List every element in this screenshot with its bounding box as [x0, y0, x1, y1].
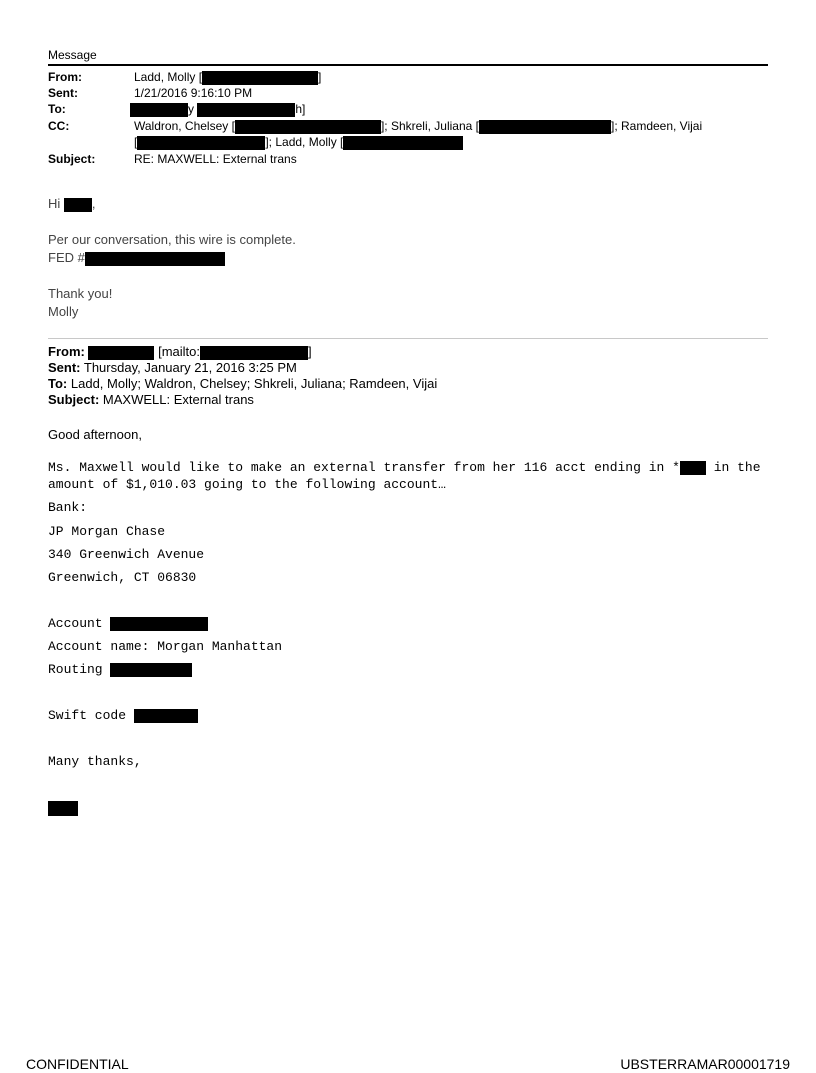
reply-thanks: Thank you!	[48, 286, 113, 301]
redaction-block	[680, 461, 706, 475]
reply-fed-line: FED #	[48, 250, 225, 266]
routing-line: Routing	[48, 662, 192, 677]
orig-to-line: To: Ladd, Molly; Waldron, Chelsey; Shkreli, Juliana; Ramdeen, Vijai	[48, 376, 438, 391]
sent-label: Sent:	[48, 86, 78, 100]
signature-redaction	[48, 801, 78, 816]
header-rule	[48, 64, 768, 66]
cc-label: CC:	[48, 119, 70, 133]
from-label: From:	[48, 70, 82, 84]
redaction-block	[197, 103, 295, 117]
quote-separator	[48, 338, 768, 339]
sent-value: 1/21/2016 9:16:10 PM	[134, 86, 253, 100]
to-value: y h]	[130, 102, 305, 117]
redaction-block	[200, 346, 308, 360]
bank-label: Bank:	[48, 500, 88, 515]
cc-value-line2: [ ]; Ladd, Molly [	[134, 135, 463, 150]
footer-bates-number: UBSTERRAMAR00001719	[620, 1056, 790, 1072]
redaction-block	[88, 346, 154, 360]
orig-from-line: From: [mailto: ]	[48, 344, 312, 359]
redaction-block	[110, 617, 208, 631]
bank-address-line1: 340 Greenwich Avenue	[48, 547, 205, 562]
subject-label: Subject:	[48, 152, 96, 166]
redaction-block	[137, 136, 265, 150]
redaction-block	[85, 252, 225, 266]
reply-signoff: Molly	[48, 304, 79, 319]
redaction-block	[479, 120, 611, 134]
account-name: Account name: Morgan Manhattan	[48, 639, 283, 654]
redaction-block	[343, 136, 463, 150]
redaction-block	[130, 103, 188, 117]
reply-greeting: Hi ,	[48, 196, 96, 211]
closing: Many thanks,	[48, 754, 142, 769]
from-value: Ladd, Molly [ ]	[134, 70, 322, 84]
message-label: Message	[48, 48, 97, 62]
redaction-block	[110, 663, 192, 677]
orig-greeting: Good afternoon,	[48, 427, 142, 442]
reply-line1: Per our conversation, this wire is complete.	[48, 232, 296, 247]
bank-name: JP Morgan Chase	[48, 524, 166, 539]
cc-value-line1: Waldron, Chelsey [ ]; Shkreli, Juliana [ ]; Ramdeen, Vijai	[134, 119, 703, 133]
subject-value: RE: MAXWELL: External trans	[134, 152, 297, 166]
redaction-block	[202, 71, 318, 85]
orig-request-line1: Ms. Maxwell would like to make an external transfer from her 116 acct ending in * in the	[48, 460, 761, 475]
to-label: To:	[48, 102, 66, 116]
orig-request-line2: amount of $1,010.03 going to the following account…	[48, 477, 446, 492]
orig-sent-line: Sent: Thursday, January 21, 2016 3:25 PM	[48, 360, 297, 375]
swift-line: Swift code	[48, 708, 198, 723]
redaction-block	[134, 709, 198, 723]
bank-address-line2: Greenwich, CT 06830	[48, 570, 197, 585]
redaction-block	[235, 120, 381, 134]
orig-subject-line: Subject: MAXWELL: External trans	[48, 392, 254, 407]
redaction-block	[64, 198, 92, 212]
account-line: Account	[48, 616, 208, 631]
footer-confidential: CONFIDENTIAL	[26, 1056, 129, 1072]
